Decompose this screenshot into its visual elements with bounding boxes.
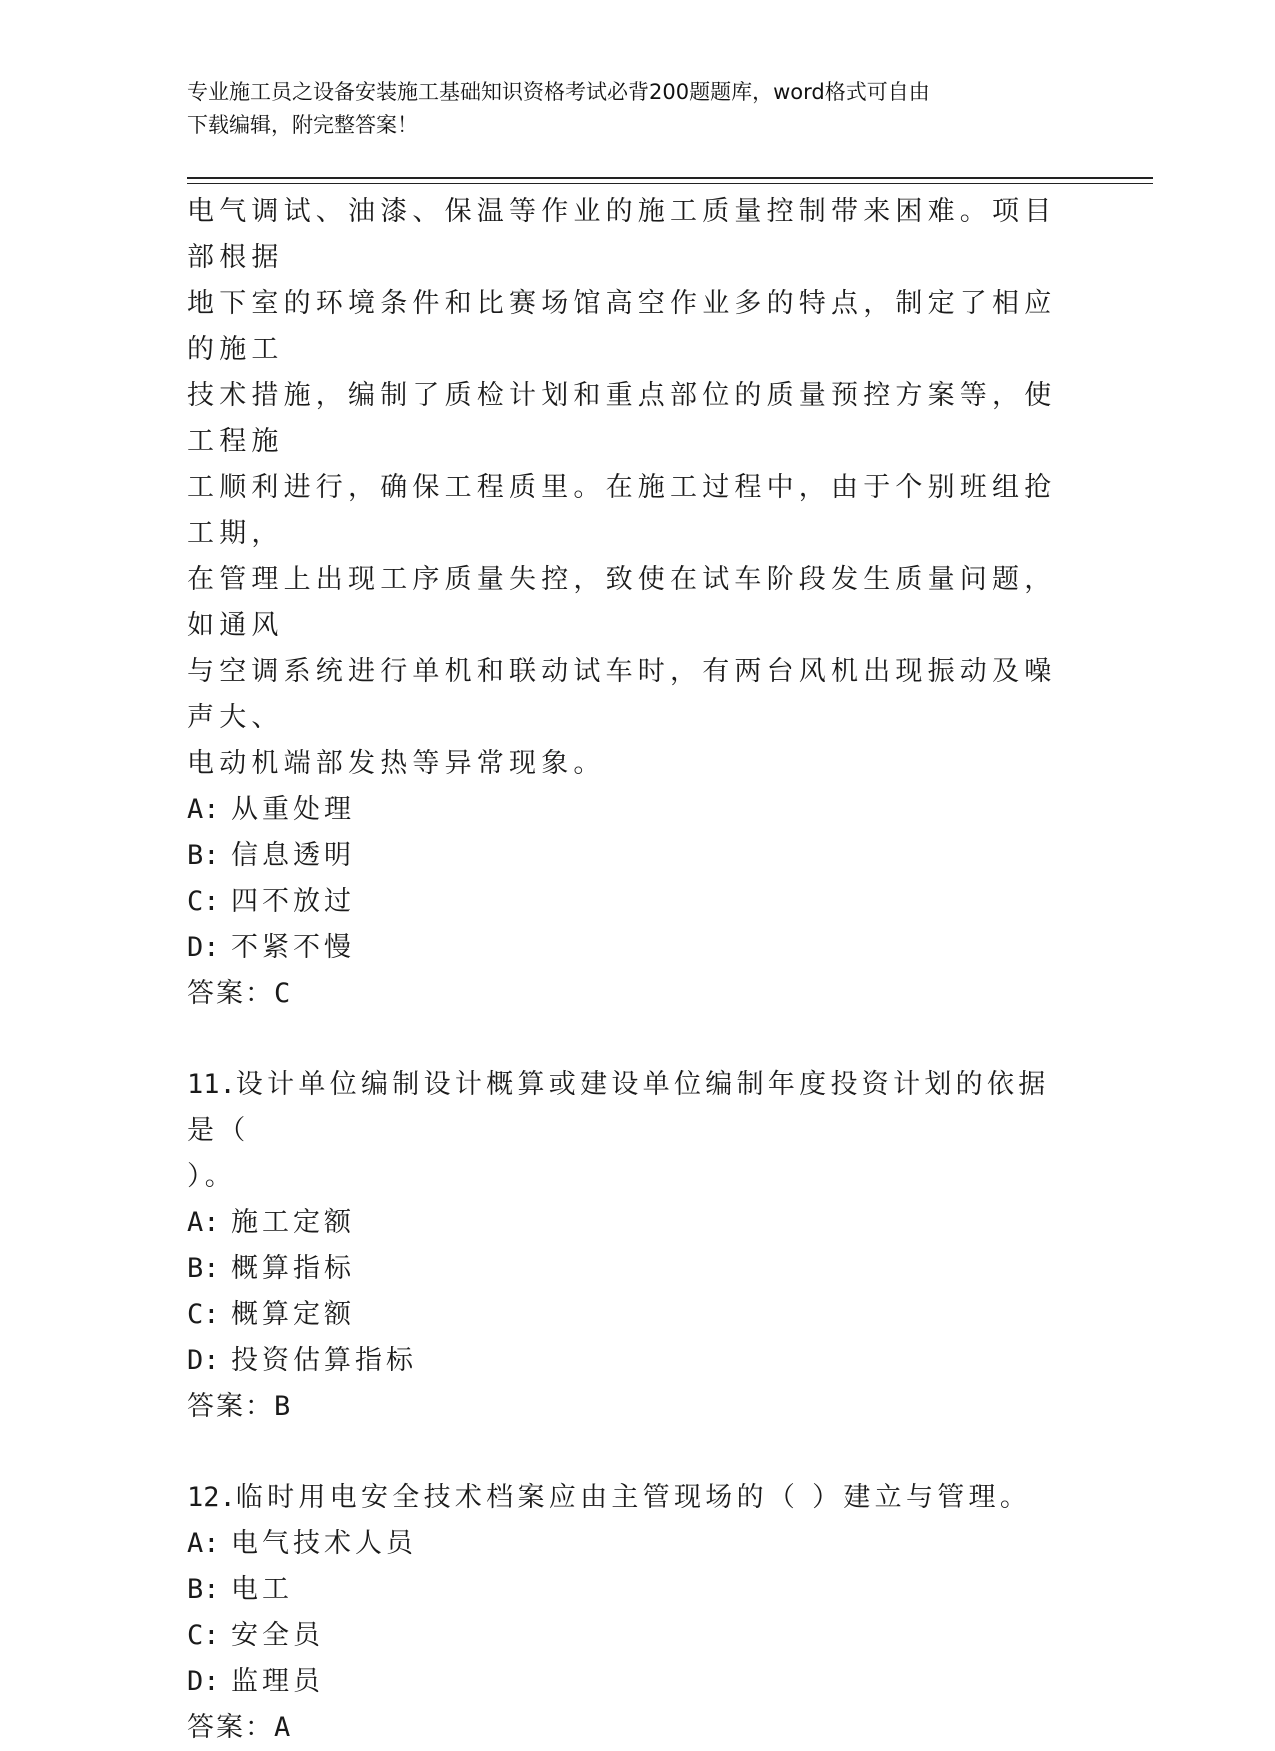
option-c <box>187 1613 1067 1659</box>
passage-line: 技术措施，编制了质检计划和重点部位的质量预控方案等，使工程施 <box>187 380 1057 457</box>
option-key: C: <box>187 886 220 917</box>
answer-line <box>187 971 1067 1017</box>
option-text: 从重处理 <box>231 794 355 825</box>
question-12 <box>187 1475 1067 1751</box>
answer-label: 答案： <box>187 1391 274 1422</box>
passage-line: 电动机端部发热等异常现象。 <box>187 748 606 779</box>
document-body <box>187 189 1067 1751</box>
question-10-passage <box>187 189 1067 787</box>
passage-line: 地下室的环境条件和比赛场馆高空作业多的特点，制定了相应的施工 <box>187 288 1057 365</box>
option-text: 概算定额 <box>231 1299 355 1330</box>
option-text: 安全员 <box>231 1620 324 1651</box>
question-10-options <box>187 787 1067 1017</box>
answer-value: B <box>274 1391 293 1422</box>
option-text: 施工定额 <box>231 1207 355 1238</box>
option-c <box>187 879 1067 925</box>
question-11 <box>187 1062 1067 1430</box>
option-c <box>187 1292 1067 1338</box>
passage-line: 与空调系统进行单机和联动试车时，有两台风机出现振动及噪声大、 <box>187 656 1057 733</box>
option-key: B: <box>187 1574 220 1605</box>
option-text: 投资估算指标 <box>231 1345 417 1376</box>
option-d <box>187 925 1067 971</box>
answer-label: 答案： <box>187 1712 274 1743</box>
answer-label: 答案： <box>187 978 274 1009</box>
option-key: B: <box>187 1253 220 1284</box>
option-a <box>187 787 1067 833</box>
question-stem <box>187 1475 1067 1521</box>
option-text: 信息透明 <box>231 840 355 871</box>
option-key: D: <box>187 932 220 963</box>
header-title-line-1: 专业施工员之设备安装施工基础知识资格考试必背200题题库，word格式可自由 <box>187 80 930 104</box>
option-b <box>187 1246 1067 1292</box>
option-text: 监理员 <box>231 1666 324 1697</box>
option-d <box>187 1338 1067 1384</box>
header-rule-thick <box>187 177 1153 179</box>
question-stem-text: 临时用电安全技术档案应由主管现场的（ ）建立与管理。 <box>235 1482 1032 1513</box>
passage-line: 工顺利进行，确保工程质里。在施工过程中，由于个别班组抢工期， <box>187 472 1057 549</box>
option-key: A: <box>187 1528 220 1559</box>
option-d <box>187 1659 1067 1705</box>
option-b <box>187 1567 1067 1613</box>
option-key: D: <box>187 1345 220 1376</box>
header-title-line-2: 下载编辑，附完整答案！ <box>187 113 418 137</box>
answer-value: C <box>274 978 293 1009</box>
option-key: A: <box>187 794 220 825</box>
answer-line <box>187 1705 1067 1751</box>
option-key: C: <box>187 1299 220 1330</box>
question-stem-continued: ）。 <box>187 1161 237 1192</box>
answer-value: A <box>274 1712 293 1743</box>
option-text: 概算指标 <box>231 1253 355 1284</box>
header-rule-thin <box>187 183 1153 184</box>
question-number: 11. <box>187 1069 236 1100</box>
answer-line <box>187 1384 1067 1430</box>
option-key: C: <box>187 1620 220 1651</box>
option-text: 不紧不慢 <box>231 932 355 963</box>
option-a <box>187 1521 1067 1567</box>
question-stem <box>187 1062 1067 1154</box>
passage-line: 在管理上出现工序质量失控，致使在试车阶段发生质量问题，如通风 <box>187 564 1057 641</box>
passage-line: 电气调试、油漆、保温等作业的施工质量控制带来困难。项目部根据 <box>187 196 1057 273</box>
question-number: 12. <box>187 1482 236 1513</box>
page-header <box>187 76 1087 142</box>
option-key: D: <box>187 1666 220 1697</box>
option-text: 电气技术人员 <box>231 1528 417 1559</box>
option-text: 电工 <box>231 1574 293 1605</box>
option-a <box>187 1200 1067 1246</box>
option-key: B: <box>187 840 220 871</box>
option-b <box>187 833 1067 879</box>
option-key: A: <box>187 1207 220 1238</box>
question-stem-text: 设计单位编制设计概算或建设单位编制年度投资计划的依据是（ <box>187 1069 1050 1146</box>
option-text: 四不放过 <box>231 886 355 917</box>
